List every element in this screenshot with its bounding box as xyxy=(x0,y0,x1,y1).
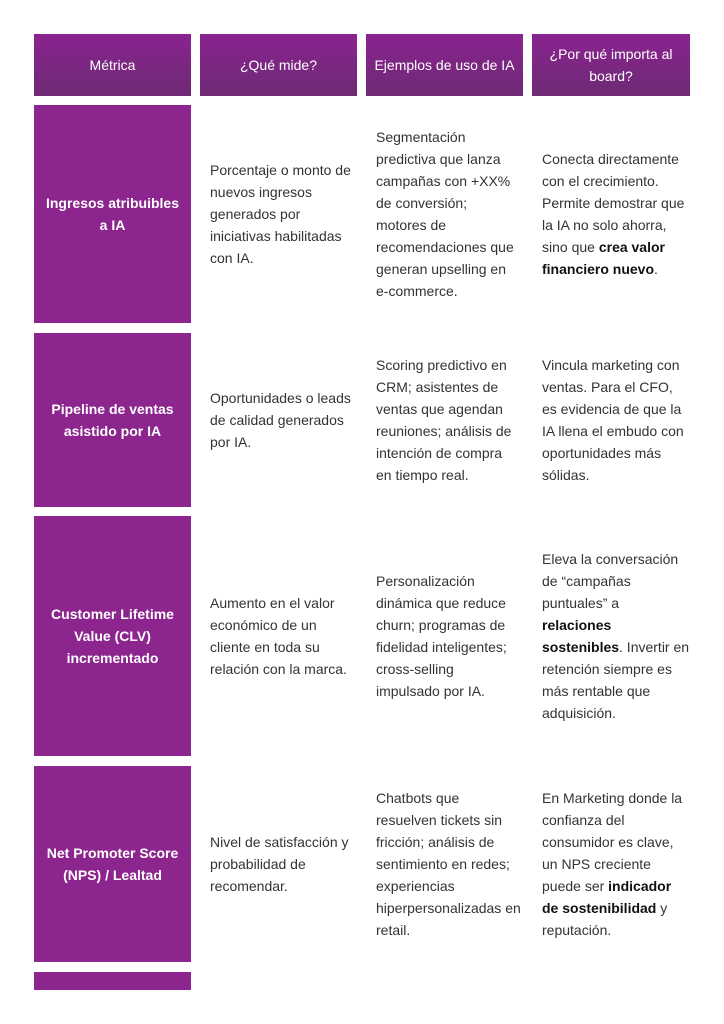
metric-label: Pipeline de ventas asistido por IA xyxy=(51,401,174,439)
header-why-label: ¿Por qué importa al board? xyxy=(549,46,673,84)
examples-text: Chatbots que resuelven tickets sin fricción; análisis de sentimiento en redes; experiencias hiperpersonalizadas en retail. xyxy=(376,790,521,938)
header-measures-label: ¿Qué mide? xyxy=(239,57,318,73)
measures-cell xyxy=(210,516,355,756)
why-text-post: . xyxy=(654,261,658,277)
measures-cell xyxy=(210,105,355,323)
measures-cell xyxy=(210,333,355,507)
why-cell xyxy=(542,333,690,507)
metric-label: Customer Lifetime Value (CLV) incrementado xyxy=(51,606,174,666)
measures-text: Porcentaje o monto de nuevos ingresos generados por iniciativas habilitadas con IA. xyxy=(210,162,351,266)
metric-cell xyxy=(34,766,191,962)
why-text xyxy=(542,354,690,486)
why-cell xyxy=(542,766,690,962)
why-text xyxy=(542,148,690,280)
metric-cell xyxy=(34,105,191,323)
header-examples xyxy=(366,34,523,96)
measures-text: Aumento en el valor económico de un cliente en toda su relación con la marca. xyxy=(210,595,347,677)
why-text-pre: Eleva la conversación de “campañas puntuales” a xyxy=(542,551,679,611)
header-metric-label: Métrica xyxy=(89,57,136,73)
why-text xyxy=(542,548,690,724)
examples-cell xyxy=(376,105,521,323)
why-text-bold: relaciones sostenibles xyxy=(542,617,620,655)
metric-cell-partial xyxy=(34,972,191,990)
examples-cell xyxy=(376,516,521,756)
why-text-pre: En Marketing donde la confianza del consumidor es clave, un NPS creciente puede ser xyxy=(542,790,683,894)
header-examples-label: Ejemplos de uso de IA xyxy=(374,57,515,73)
header-measures xyxy=(200,34,357,96)
measures-cell xyxy=(210,766,355,962)
metric-cell xyxy=(34,516,191,756)
measures-text: Nivel de satisfacción y probabilidad de recomendar. xyxy=(210,834,349,894)
why-text-bold: indicador de sostenibilidad xyxy=(542,878,672,916)
examples-text: Scoring predictivo en CRM; asistentes de ventas que agendan reuniones; análisis de intención de compra en tiempo real. xyxy=(376,357,512,483)
why-text-pre: Conecta directamente con el crecimiento. Permite demostrar que la IA no solo ahorra, sino que xyxy=(542,151,685,255)
why-cell xyxy=(542,105,690,323)
why-text-post: . Invertir en retención siempre es más rentable que adquisición. xyxy=(542,639,690,721)
measures-text: Oportunidades o leads de calidad generados por IA. xyxy=(210,390,351,450)
examples-cell xyxy=(376,766,521,962)
why-text-post: y reputación. xyxy=(542,900,668,938)
header-metric xyxy=(34,34,191,96)
why-text-bold: crea valor financiero nuevo xyxy=(542,239,665,277)
why-text-pre: Vincula marketing con ventas. Para el CFO, es evidencia de que la IA llena el embudo con oportunidades más sólidas. xyxy=(542,357,684,483)
metric-label: Ingresos atribuibles a IA xyxy=(45,195,180,233)
header-why xyxy=(532,34,690,96)
examples-cell xyxy=(376,333,521,507)
why-text xyxy=(542,787,690,941)
metric-cell xyxy=(34,333,191,507)
examples-text: Personalización dinámica que reduce churn; programas de fidelidad inteligentes; cross-selling impulsado por IA. xyxy=(376,573,507,699)
why-cell xyxy=(542,516,690,756)
examples-text: Segmentación predictiva que lanza campañas con +XX% de conversión; motores de recomendaciones que generan upselling en e-commerce. xyxy=(376,129,514,299)
metric-label: Net Promoter Score (NPS) / Lealtad xyxy=(46,845,179,883)
